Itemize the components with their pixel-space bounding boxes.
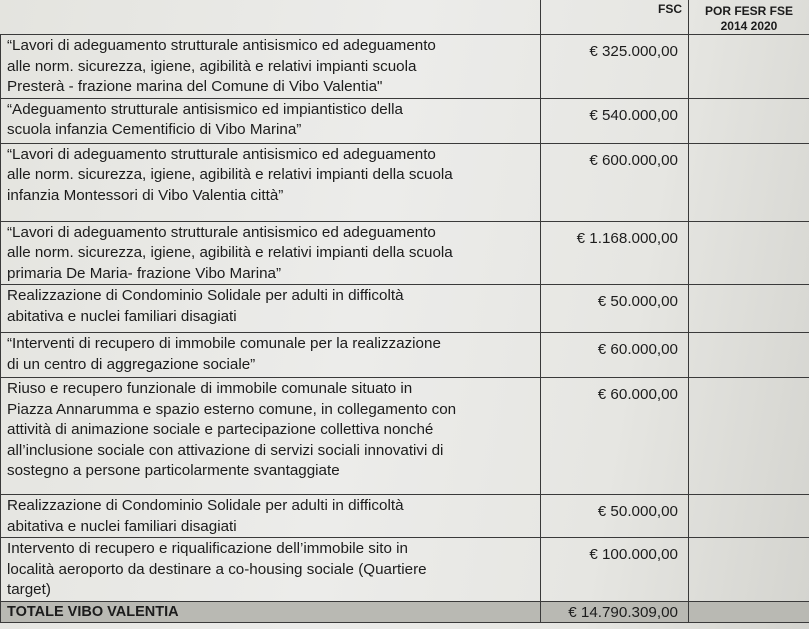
total-amount: € 14.790.309,00 [541, 601, 689, 622]
table-row [1, 143, 809, 221]
description-line: target) [7, 581, 51, 598]
description-line: primaria De Maria- frazione Vibo Marina” [7, 264, 282, 282]
project-description [1, 98, 541, 143]
fsc-amount: € 325.000,00 [541, 35, 689, 99]
description-line: “Adeguamento strutturale antisismico ed impiantistico della [7, 100, 403, 118]
description-line: di un centro di aggregazione sociale” [7, 355, 256, 373]
description-line: alle norm. sicurezza, igiene, agibilità e relativi impianti della scuola [7, 244, 453, 261]
fsc-amount: € 600.000,00 [541, 143, 689, 221]
por-fesr-cell [689, 221, 809, 285]
description-line: abitativa e nuclei familiari disagiati [7, 517, 237, 535]
table-row [1, 378, 809, 495]
total-row [1, 601, 809, 622]
project-description [1, 378, 541, 495]
description-line: Realizzazione di Condominio Solidale per adulti in difficoltà [7, 497, 404, 514]
description-line: “Interventi di recupero di immobile comunale per la realizzazione [7, 335, 441, 352]
por-fesr-cell [689, 378, 809, 495]
por-fesr-cell [689, 285, 809, 333]
total-por-cell [689, 601, 809, 622]
description-line: attività di animazione sociale e partecipazione collettiva nonché [7, 421, 434, 438]
description-line: Riuso e recupero funzionale di immobile comunale situato in [7, 380, 413, 397]
project-description [1, 538, 541, 602]
description-line: alle norm. sicurezza, igiene, agibilità e relativi impianti scuola [7, 57, 417, 75]
fsc-amount: € 1.168.000,00 [541, 221, 689, 285]
description-line: infanzia Montessori di Vibo Valentia città” [7, 186, 284, 204]
description-line: “Lavori di adeguamento strutturale antisismico ed adeguamento [7, 37, 436, 54]
description-line: “Lavori di adeguamento strutturale antisismico ed adeguamento [7, 223, 436, 241]
table-row [1, 98, 809, 143]
header-description-cell [1, 0, 541, 35]
fsc-amount: € 50.000,00 [541, 285, 689, 333]
description-line: sostegno a persone particolarmente svantaggiate [7, 462, 340, 479]
por-fesr-cell [689, 333, 809, 378]
project-description [1, 333, 541, 378]
fsc-amount: € 100.000,00 [541, 538, 689, 602]
project-description [1, 35, 541, 99]
description-line: Presterà - frazione marina del Comune di Vibo Valentia" [7, 78, 383, 95]
description-line: Realizzazione di Condominio Solidale per adulti in difficoltà [7, 287, 404, 304]
description-line: località aeroporto da destinare a co-housing sociale (Quartiere [7, 560, 427, 578]
table-row [1, 333, 809, 378]
total-label: TOTALE VIBO VALENTIA [1, 601, 541, 622]
description-line: Intervento di recupero e riqualificazione dell’immobile sito in [7, 540, 408, 557]
header-por-line2: 2014 2020 [720, 19, 778, 33]
table-row [1, 35, 809, 99]
por-fesr-cell [689, 495, 809, 538]
table-row [1, 221, 809, 285]
table-header-row [1, 0, 809, 35]
project-description [1, 221, 541, 285]
header-fsc: FSC [541, 0, 689, 35]
table-row [1, 495, 809, 538]
por-fesr-cell [689, 98, 809, 143]
fsc-amount: € 50.000,00 [541, 495, 689, 538]
description-line: all’inclusione sociale con attivazione di servizi sociali innovativi di [7, 441, 444, 459]
header-por-fesr [689, 0, 809, 35]
project-description [1, 285, 541, 333]
description-line: scuola infanzia Cementificio di Vibo Marina” [7, 121, 302, 138]
description-line: abitativa e nuclei familiari disagiati [7, 307, 237, 325]
description-line: Piazza Annarumma e spazio esterno comune, in collegamento con [7, 400, 457, 418]
por-fesr-cell [689, 35, 809, 99]
project-description [1, 143, 541, 221]
description-line: alle norm. sicurezza, igiene, agibilità e relativi impianti della scuola [7, 166, 453, 183]
fsc-amount: € 540.000,00 [541, 98, 689, 143]
table-row [1, 538, 809, 602]
por-fesr-cell [689, 538, 809, 602]
description-line: “Lavori di adeguamento strutturale antisismico ed adeguamento [7, 145, 436, 163]
header-por-line1: POR FESR FSE [704, 4, 793, 18]
project-description [1, 495, 541, 538]
fsc-amount: € 60.000,00 [541, 333, 689, 378]
por-fesr-cell [689, 143, 809, 221]
fsc-amount: € 60.000,00 [541, 378, 689, 495]
table-row [1, 285, 809, 333]
